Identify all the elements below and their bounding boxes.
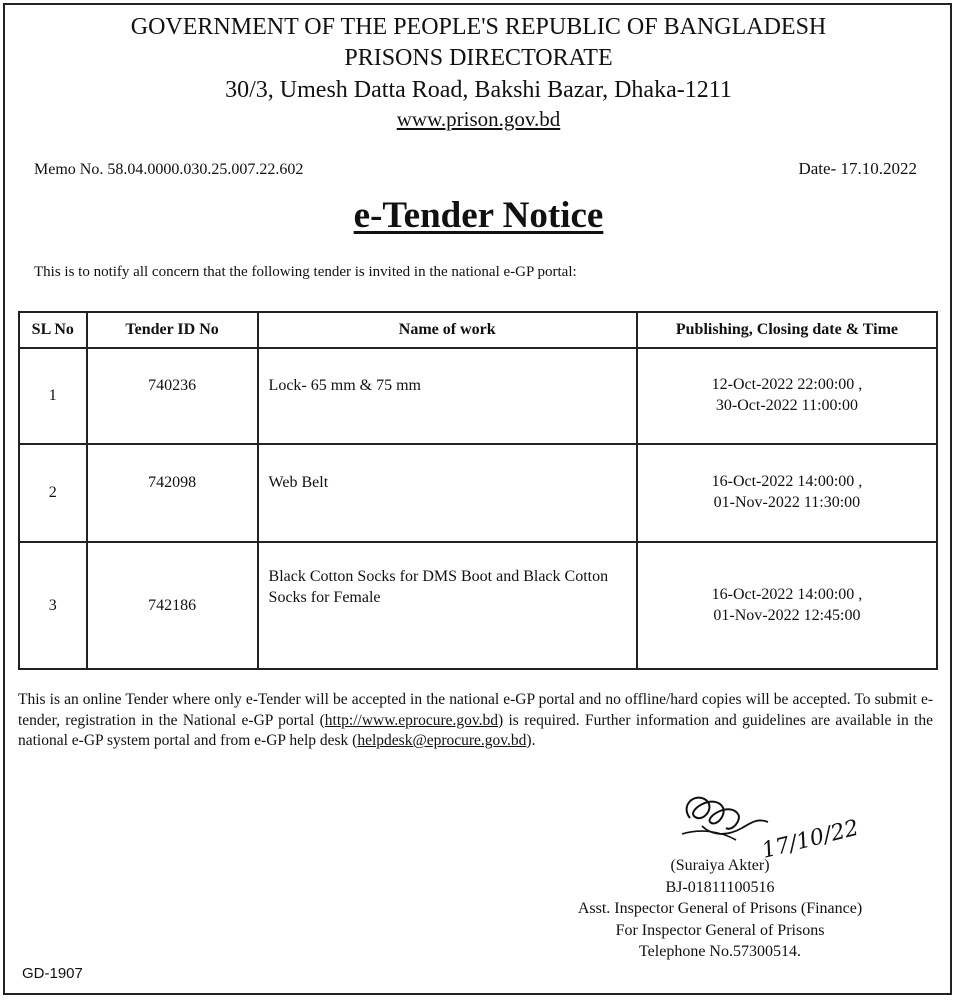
- memo-number: Memo No. 58.04.0000.030.25.007.22.602: [34, 161, 304, 178]
- signatory-telephone: Telephone No.57300514.: [639, 943, 801, 961]
- table-header-row: [19, 312, 937, 348]
- row-dates: [637, 542, 937, 669]
- government-heading: GOVERNMENT OF THE PEOPLE'S REPUBLIC OF BANGLADESH: [130, 14, 827, 40]
- table-row: [19, 444, 937, 542]
- footer-code: GD-1907: [22, 965, 83, 982]
- work-value: Web Belt: [268, 474, 329, 491]
- row-work: [258, 444, 637, 542]
- instructions-part-3: ).: [526, 732, 536, 750]
- table-row: [19, 542, 937, 669]
- signature-date: 17/10/22: [759, 815, 862, 864]
- notice-title-text: e-Tender Notice: [353, 195, 604, 236]
- closing-date: 01-Nov-2022 11:30:00: [713, 494, 861, 511]
- intro-text: This is to notify all concern that the following tender is invited in the national e-GP portal:: [34, 264, 577, 280]
- row-tender-id: [87, 348, 258, 444]
- header-tender-id: Tender ID No: [87, 312, 258, 348]
- row-dates: [637, 444, 937, 542]
- eprocure-portal-link[interactable]: http://www.eprocure.gov.bd: [324, 711, 498, 729]
- tender-id-value: 740236: [148, 377, 197, 394]
- instructions-paragraph: [18, 690, 933, 752]
- notice-date: Date- 17.10.2022: [798, 159, 917, 178]
- row-sl: 2: [19, 444, 87, 542]
- work-value: Black Cotton Socks for DMS Boot and Black Cotton Socks for Female: [268, 567, 609, 606]
- website-link[interactable]: www.prison.gov.bd: [396, 107, 561, 131]
- closing-date: 01-Nov-2022 12:45:00: [713, 606, 861, 624]
- header-dates: Publishing, Closing date & Time: [637, 312, 937, 348]
- notice-title: [0, 197, 957, 234]
- publishing-date: 16-Oct-2022 14:00:00 ,: [711, 473, 863, 491]
- row-dates: [637, 348, 937, 444]
- tender-table: [18, 311, 938, 670]
- instructions-part-2: ) is required. Further information and guidelines are available in the national e-GP system portal and from e-GP help desk (: [18, 711, 933, 750]
- header-work: Name of work: [258, 312, 637, 348]
- publishing-date: 16-Oct-2022 14:00:00 ,: [711, 585, 863, 603]
- directorate-heading: PRISONS DIRECTORATE: [344, 45, 613, 71]
- instructions-part-1: This is an online Tender where only e-Tender will be accepted in the national e-GP portal and no offline/hard copies will be accepted. To submit e-tender, registration in the National e-GP portal (: [18, 691, 933, 729]
- address-line: 30/3, Umesh Datta Road, Bakshi Bazar, Dhaka-1211: [225, 77, 732, 103]
- header-sl: SL No: [19, 312, 87, 348]
- signatory-designation: Asst. Inspector General of Prisons (Finance): [577, 900, 863, 918]
- row-work: [258, 542, 637, 669]
- signatory-name: (Suraiya Akter): [670, 857, 770, 874]
- tender-id-value: 742098: [148, 474, 197, 491]
- publishing-date: 12-Oct-2022 22:00:00 ,: [711, 376, 863, 394]
- signatory-block: [540, 855, 900, 963]
- row-work: [258, 348, 637, 444]
- signatory-for-line: For Inspector General of Prisons: [615, 921, 825, 939]
- row-tender-id: [87, 444, 258, 542]
- work-value: Lock- 65 mm & 75 mm: [268, 377, 421, 394]
- row-sl: 1: [19, 348, 87, 444]
- table-row: [19, 348, 937, 444]
- row-tender-id: 742186: [87, 542, 258, 669]
- row-sl: 3: [19, 542, 87, 669]
- signatory-id: BJ-01811100516: [665, 878, 775, 896]
- closing-date: 30-Oct-2022 11:00:00: [715, 397, 858, 414]
- helpdesk-email-link[interactable]: helpdesk@eprocure.gov.bd: [357, 732, 527, 750]
